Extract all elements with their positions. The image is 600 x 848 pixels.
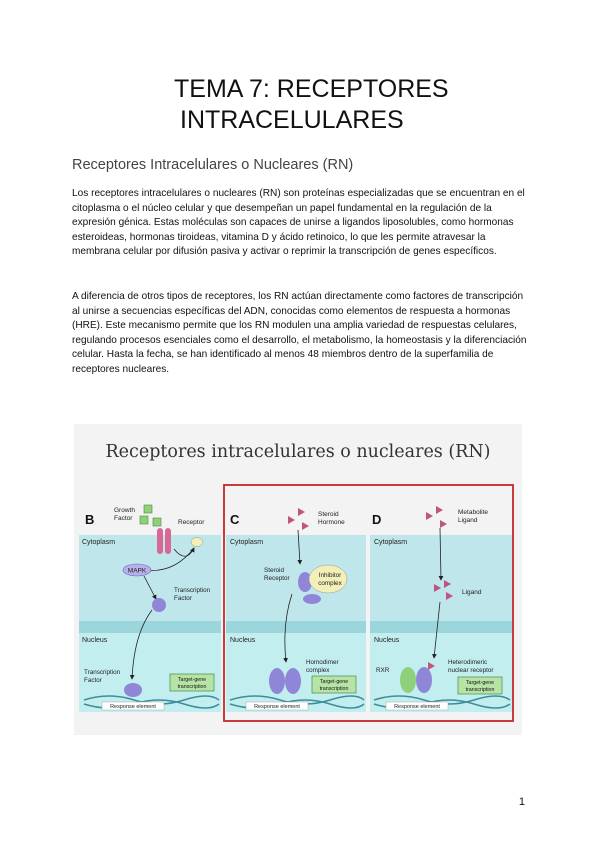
tf-label-top-1: Transcription: [174, 587, 211, 594]
nuclear-receptor-subunit: [416, 667, 432, 693]
tf-bound-dna: [124, 683, 142, 697]
response-element-label-d: Response element: [394, 704, 440, 710]
target-gene-label-d-2: transcription: [465, 687, 495, 693]
mapk-label: MAPK: [127, 567, 147, 575]
nucleus-label-c: Nucleus: [230, 637, 256, 644]
receptor-label-b: Receptor: [178, 519, 205, 526]
metabolite-label-1: Metabolite: [458, 509, 488, 516]
figure-title: Receptores intracelulares o nucleares (RN): [105, 442, 491, 462]
panel-d-letter: D: [372, 512, 382, 527]
adaptor-protein: [191, 538, 203, 547]
target-gene-label-c-2: transcription: [319, 686, 349, 692]
growth-factor-square: [144, 505, 152, 513]
inhibitor-label-2: complex: [318, 580, 342, 587]
steroid-receptor-label-2: Receptor: [264, 575, 290, 582]
rxr-label: RXR: [376, 667, 390, 674]
receptor-icon: [157, 528, 163, 554]
panel-b: [79, 505, 221, 712]
receptor-figure: [74, 424, 522, 735]
page-number: 1: [518, 796, 525, 808]
heterodimeric-label-1: Heterodimeric: [448, 659, 488, 666]
nuclear-membrane-c: [226, 621, 366, 633]
panel-d: [370, 506, 512, 712]
inhibitor-label-1: Inhibitor: [318, 572, 342, 579]
title-line-2: INTRACELULARES: [180, 106, 404, 134]
title-line-1: TEMA 7: RECEPTORES: [174, 75, 449, 103]
paragraph-1: Los receptores intracelulares o nucleares (RN) son proteínas especializadas que se encuentran en el citoplasma o el núcleo celular y que desempeñan un papel fundamental en la regulación de la expresión génica. Estas moléculas son capaces de unirse a ligandos liposolubles, como hormonas esteroideas, hormonas tiroideas, vitamina D y ácido retinoico, lo que les permite atravesar la membrana celular por difusión pasiva y activar o reprimir la transcripción de genes específicos.: [72, 188, 525, 258]
panel-c-letter: C: [230, 512, 240, 527]
growth-factor-label-2: Factor: [114, 515, 133, 522]
section-subtitle: Receptores Intracelulares o Nucleares (RN): [72, 157, 354, 173]
response-element-label-c: Response element: [254, 704, 300, 710]
cytoplasm-label-d: Cytoplasm: [374, 539, 408, 546]
tf-label-bottom-2: Factor: [84, 677, 102, 684]
target-gene-label-d-1: Target-gene: [465, 680, 495, 686]
cytoplasm-label-b: Cytoplasm: [82, 539, 116, 546]
homodimer-subunit: [269, 668, 285, 694]
tf-label-bottom-1: Transcription: [84, 669, 121, 676]
growth-factor-label-1: Growth: [114, 507, 135, 514]
steroid-receptor-label-1: Steroid: [264, 567, 284, 574]
target-gene-label-b-1: Target-gene: [177, 677, 207, 683]
nuclear-membrane-d: [370, 621, 512, 633]
panel-c: [226, 508, 366, 712]
response-element-label-b: Response element: [110, 704, 156, 710]
receptor-icon: [165, 528, 171, 554]
target-gene-label-b-2: transcription: [177, 684, 207, 690]
target-gene-label-c-1: Target-gene: [319, 679, 349, 685]
nucleus-label-d: Nucleus: [374, 637, 400, 644]
steroid-hormone-label-2: Hormone: [318, 519, 345, 526]
receptor-subunit: [303, 594, 321, 604]
homodimer-label-2: complex: [306, 667, 330, 674]
steroid-hormone-label-1: Steroid: [318, 511, 339, 518]
homodimer-label-1: Homodimer: [306, 659, 339, 666]
panel-b-letter: B: [85, 512, 95, 527]
cytoplasm-label-c: Cytoplasm: [230, 539, 264, 546]
nucleus-label-b: Nucleus: [82, 637, 108, 644]
heterodimeric-label-2: nuclear receptor: [448, 667, 494, 674]
cytoplasm-band-b: [79, 535, 221, 621]
nuclear-membrane-b: [79, 621, 221, 633]
growth-factor-square: [140, 516, 148, 524]
paragraph-2: A diferencia de otros tipos de receptores, los RN actúan directamente como factores de transcripción al unirse a secuencias específicas del ADN, conocidas como elementos de respuesta a hormonas (HRE). Este mecanismo permite que los RN modulen una amplia variedad de respuestas celulares, regulando procesos esenciales como el desarrollo, el metabolismo, la homeostasis y la diferenciación celular. Hasta la fecha, se han identificado al menos 48 miembros dentro de la superfamilia de receptores nucleares.: [72, 291, 527, 375]
homodimer-subunit: [285, 668, 301, 694]
metabolite-label-2: Ligand: [458, 517, 478, 524]
tf-label-top-2: Factor: [174, 595, 192, 602]
rxr-subunit: [400, 667, 416, 693]
document-title: [174, 74, 449, 136]
inhibitor-complex-icon: [309, 565, 347, 593]
ligand-label: Ligand: [462, 589, 482, 596]
growth-factor-square: [153, 518, 161, 526]
transcription-factor-icon: [152, 598, 166, 612]
